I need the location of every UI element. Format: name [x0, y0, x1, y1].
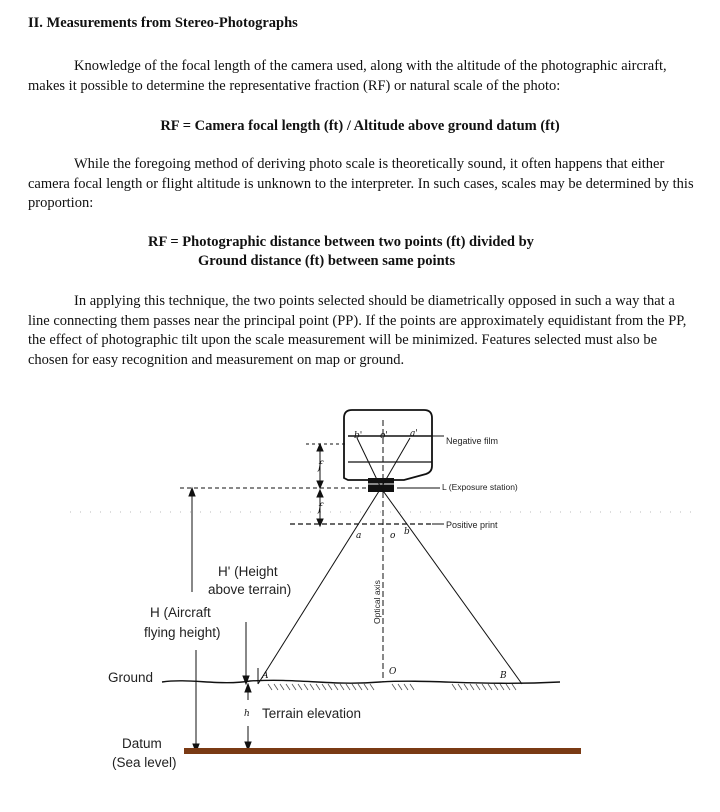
- paragraph-scale-proportion: While the foregoing method of deriving photo scale is theoretically sound, it often happens that either camera focal length or flight altitude is unknown to the interpreter. In such cases, scales may be determined by this proportion:: [28, 156, 694, 211]
- focal-length-label-lower: f: [318, 501, 323, 514]
- terrain-height-label-line1: H' (Height: [218, 564, 278, 579]
- flying-height-dimension: [189, 488, 199, 752]
- terrain-elevation-symbol: h: [244, 709, 250, 719]
- ground-label: Ground: [108, 670, 154, 685]
- print-point-b: b: [404, 527, 410, 537]
- formula-rf-focal: RF = Camera focal length (ft) / Altitude above ground datum (ft): [160, 118, 560, 134]
- datum-line: [184, 748, 581, 754]
- ground-point-b: B: [500, 671, 507, 681]
- datum-label-line2: (Sea level): [112, 755, 177, 770]
- datum-label-line1: Datum: [122, 736, 162, 751]
- positive-print-label: Positive print: [446, 520, 498, 530]
- paragraph-technique: In applying this technique, the two points selected should be diametrically opposed in such a way that a line connecting them passes near the principal point (PP). If the points are approximately equidistant from the PP, the effect of photographic tilt upon the scale measurement will be minimized. Features selected must also be chosen for easy recognition and measurement on map or ground.: [28, 293, 687, 368]
- paragraph-focal-length: Knowledge of the focal length of the camera used, along with the altitude of the photographic aircraft, makes it possible to determine the representative fraction (RF) or natural scale of the photo:: [28, 58, 667, 94]
- ground-point-o: O: [389, 667, 397, 677]
- film-point-o-prime: o': [380, 431, 388, 441]
- print-point-a: a: [356, 531, 362, 541]
- film-point-b-prime: b': [354, 431, 363, 441]
- focal-length-label-upper: f: [318, 459, 323, 472]
- ground-hatching: [268, 684, 516, 690]
- terrain-elevation-label: Terrain elevation: [262, 706, 362, 721]
- flying-height-label-line2: flying height): [144, 625, 221, 640]
- flying-height-label-line1: H (Aircraft: [150, 605, 211, 620]
- print-point-o: o: [390, 531, 396, 541]
- terrain-height-label-line2: above terrain): [208, 582, 292, 597]
- section-heading: II. Measurements from Stereo-Photographs: [28, 15, 298, 31]
- ground-point-a: A: [262, 671, 269, 681]
- formula-rf-distance-line1: RF = Photographic distance between two points (ft) divided by: [148, 234, 534, 250]
- film-point-a-prime: a': [410, 429, 418, 439]
- exposure-station-label: L (Exposure station): [442, 482, 518, 492]
- terrain-height-dimension: [243, 622, 249, 684]
- camera-body: [344, 410, 432, 492]
- focal-length-dimensions: [306, 444, 346, 526]
- optical-axis-label: Optical axis: [372, 580, 382, 624]
- negative-film-label: Negative film: [446, 436, 499, 446]
- formula-rf-distance-line2: Ground distance (ft) between same points: [198, 253, 456, 269]
